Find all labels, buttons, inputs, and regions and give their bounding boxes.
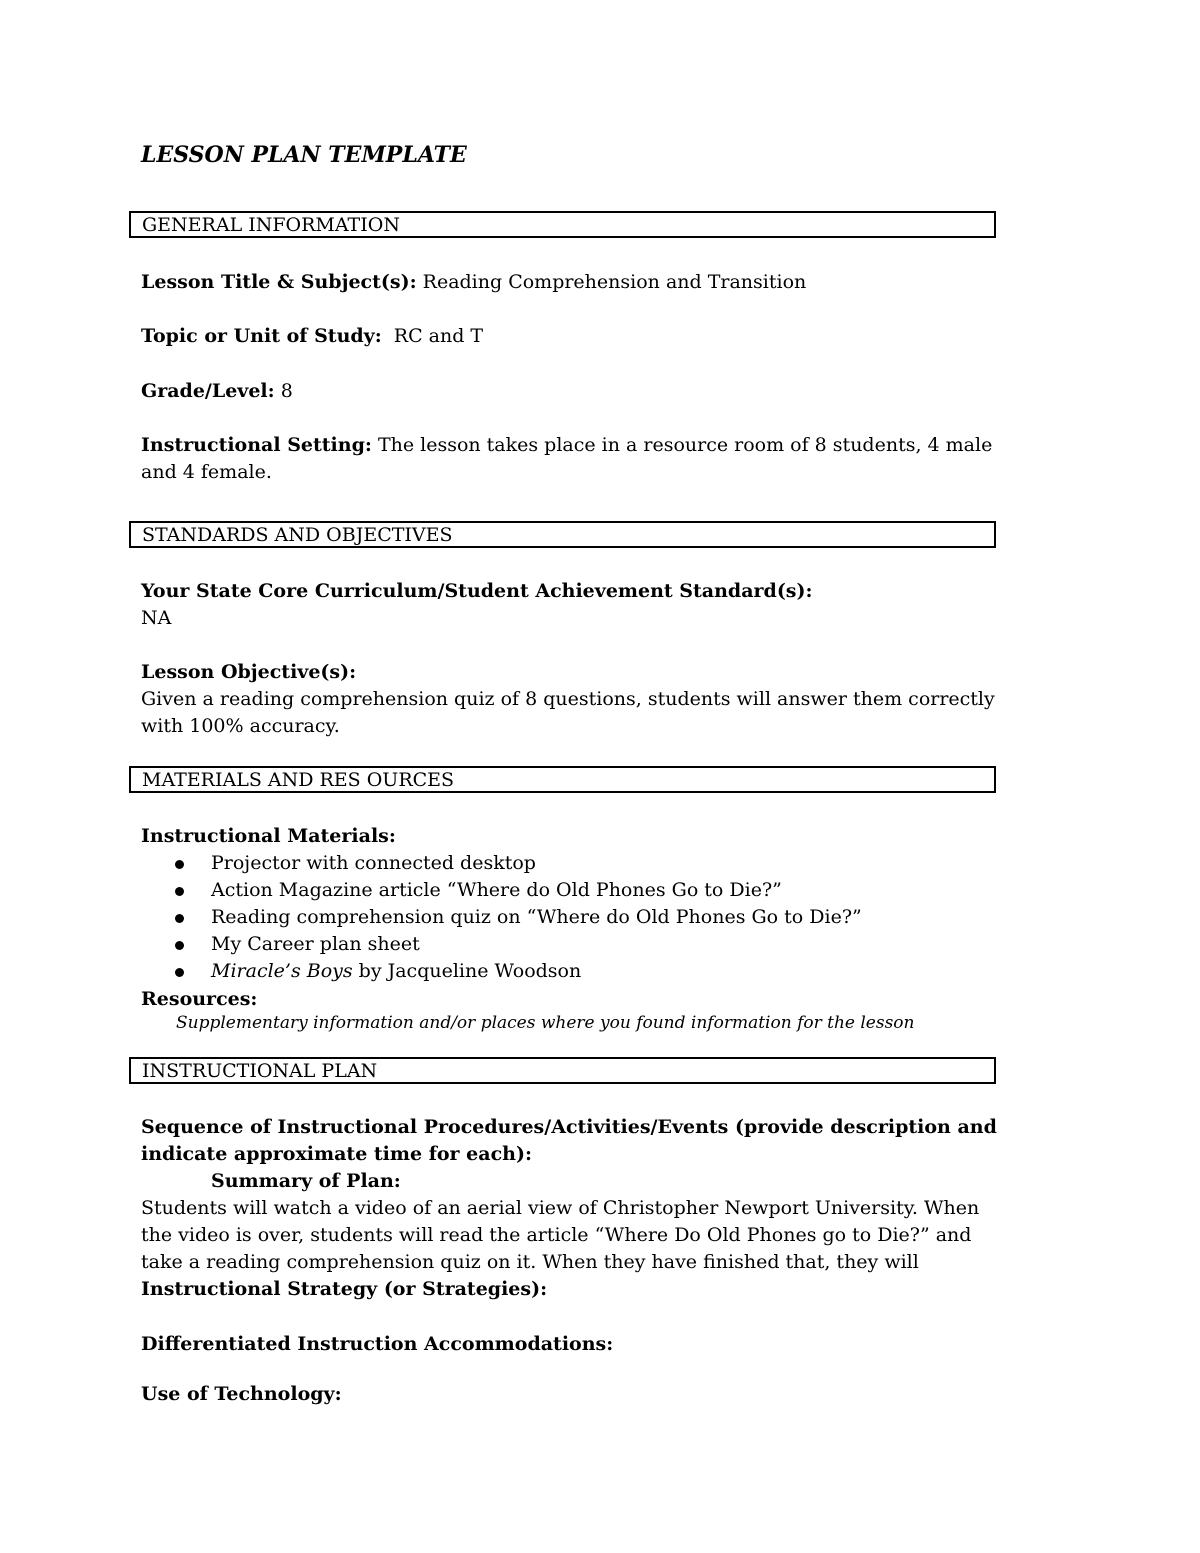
- lesson-title-value: Reading Comprehension and Transition: [422, 271, 807, 293]
- section-header-materials: [129, 766, 996, 793]
- setting-label: Instructional Setting:: [141, 434, 372, 456]
- section-header-standards: [129, 521, 996, 548]
- instructional-materials-label: [141, 823, 396, 850]
- objective-value: Given a reading comprehension quiz of 8 questions, students will answer them correctly with 100% accuracy.: [141, 688, 995, 737]
- summary-label-text: Summary of Plan:: [211, 1170, 401, 1192]
- setting-row: [141, 432, 1031, 486]
- summary-label: [211, 1168, 401, 1195]
- grade-label: Grade/Level:: [141, 380, 275, 402]
- technology-label: [141, 1381, 342, 1408]
- list-item: Projector with connected desktop: [141, 850, 862, 877]
- section-header-materials-label: MATERIALS AND RES OURCES: [142, 769, 455, 791]
- book-title: Miracle’s Boys: [211, 960, 353, 982]
- instructional-materials-label-text: Instructional Materials:: [141, 825, 396, 847]
- core-curriculum-label: [141, 578, 813, 605]
- summary-text: Students will watch a video of an aerial view of Christopher Newport University. When the video is over, students will read the article “Where Do Old Phones go to Die?” and take a reading comprehension quiz on it. When they have finished that, they will: [141, 1197, 980, 1273]
- grade-row: [141, 378, 293, 405]
- section-header-general: [129, 211, 996, 238]
- objective-label: [141, 659, 356, 686]
- list-item: Action Magazine article “Where do Old Phones Go to Die?”: [141, 877, 862, 904]
- strategy-label: [141, 1276, 547, 1303]
- list-item: [141, 958, 862, 985]
- strategy-label-text: Instructional Strategy (or Strategies):: [141, 1278, 548, 1300]
- topic-value: RC and T: [393, 325, 484, 347]
- list-item: Reading comprehension quiz on “Where do Old Phones Go to Die?”: [141, 904, 862, 931]
- differentiated-label: [141, 1331, 613, 1358]
- section-header-standards-label: STANDARDS AND OBJECTIVES: [142, 524, 453, 546]
- section-header-general-label: GENERAL INFORMATION: [142, 214, 400, 236]
- materials-list: [141, 850, 862, 985]
- grade-value: 8: [280, 380, 293, 402]
- objective-label-text: Lesson Objective(s):: [141, 661, 357, 683]
- topic-label: Topic or Unit of Study:: [141, 325, 382, 347]
- resources-label: [141, 986, 257, 1013]
- document-title: LESSON PLAN TEMPLATE: [141, 142, 467, 168]
- lesson-title-label: Lesson Title & Subject(s):: [141, 271, 417, 293]
- technology-label-text: Use of Technology:: [141, 1383, 342, 1405]
- resources-note: Supplementary information and/or places where you found information for the lesson: [176, 1013, 915, 1033]
- topic-row: [141, 323, 483, 350]
- resources-label-text: Resources:: [141, 988, 258, 1010]
- section-header-plan-label: INSTRUCTIONAL PLAN: [142, 1060, 378, 1082]
- section-header-plan: [129, 1057, 996, 1084]
- differentiated-label-text: Differentiated Instruction Accommodations:: [141, 1333, 614, 1355]
- setting-value: The lesson takes place in a resource room of 8 students, 4 male and 4 female.: [141, 434, 993, 483]
- book-author: by Jacqueline Woodson: [358, 960, 582, 982]
- list-item: My Career plan sheet: [141, 931, 862, 958]
- sequence-label-text: Sequence of Instructional Procedures/Activities/Events (provide description and indicate approximate time for each):: [141, 1116, 997, 1165]
- sequence-label: [141, 1114, 1031, 1168]
- core-curriculum-value: NA: [141, 607, 172, 629]
- core-curriculum-label-text: Your State Core Curriculum/Student Achievement Standard(s):: [141, 580, 813, 602]
- lesson-title-row: [141, 269, 806, 296]
